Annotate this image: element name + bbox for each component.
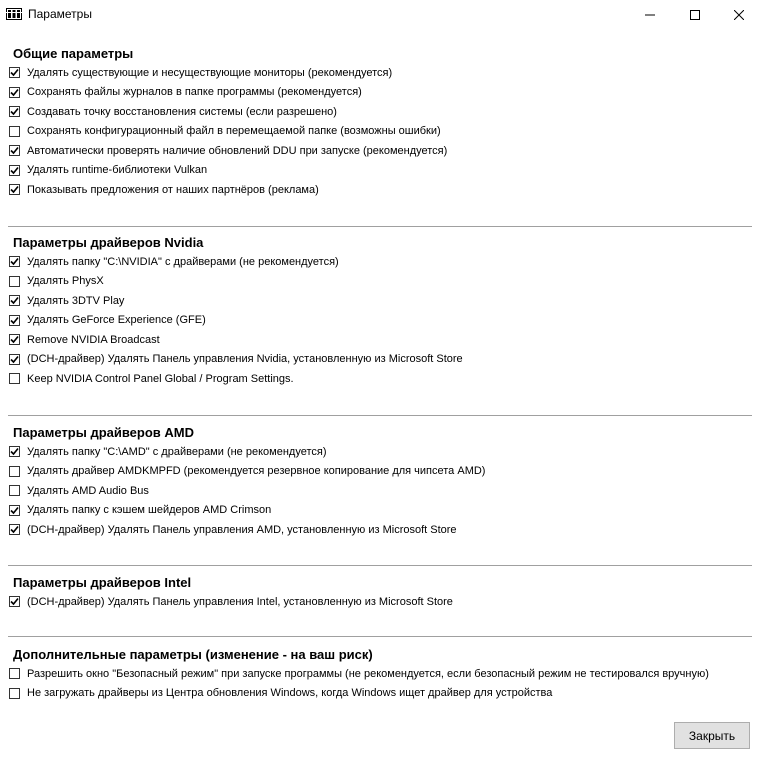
option-row[interactable] — [9, 520, 752, 540]
section-divider — [8, 415, 752, 416]
checkmark-icon — [10, 296, 19, 305]
section-general — [8, 45, 752, 200]
close-icon — [734, 10, 744, 20]
option-checkbox[interactable] — [9, 315, 20, 326]
option-checkbox[interactable] — [9, 67, 20, 78]
option-checkbox[interactable] — [9, 354, 20, 365]
option-row[interactable] — [9, 350, 752, 370]
option-label: Удалять 3DTV Play — [27, 294, 125, 307]
option-row[interactable] — [9, 161, 752, 181]
section-title: Дополнительные параметры (изменение - на ваш риск) — [13, 647, 373, 662]
section-title: Параметры драйверов Nvidia — [13, 235, 204, 250]
option-label: Удалять папку "C:\NVIDIA" с драйверами (не рекомендуется) — [27, 255, 339, 268]
option-row[interactable] — [9, 122, 752, 142]
checkmark-icon — [10, 447, 19, 456]
option-checkbox[interactable] — [9, 106, 20, 117]
checkmark-icon — [10, 506, 19, 515]
option-checkbox[interactable] — [9, 145, 20, 156]
option-label: Удалять runtime-библиотеки Vulkan — [27, 164, 208, 177]
section-nvidia — [8, 234, 752, 389]
maximize-icon — [690, 10, 700, 20]
option-row[interactable] — [9, 369, 752, 389]
option-row[interactable] — [9, 272, 752, 292]
section-intel — [8, 574, 752, 612]
option-checkbox[interactable] — [9, 446, 20, 457]
checkmark-icon — [10, 525, 19, 534]
option-label: Удалять драйвер AMDKMPFD (рекомендуется резервное копирование для чипсета AMD) — [27, 465, 486, 478]
option-checkbox[interactable] — [9, 165, 20, 176]
checkmark-icon — [10, 88, 19, 97]
app-icon — [6, 8, 22, 20]
section-advanced — [8, 646, 752, 703]
section-title: Параметры драйверов Intel — [13, 575, 192, 590]
option-checkbox[interactable] — [9, 524, 20, 535]
checkmark-icon — [10, 597, 19, 606]
option-label: Remove NVIDIA Broadcast — [27, 333, 160, 346]
option-label: Удалять GeForce Experience (GFE) — [27, 314, 206, 327]
option-checkbox[interactable] — [9, 295, 20, 306]
checkmark-icon — [10, 146, 19, 155]
option-label: Автоматически проверять наличие обновлений DDU при запуске (рекомендуется) — [27, 144, 448, 157]
option-label: (DCH-драйвер) Удалять Панель управления Nvidia, установленную из Microsoft Store — [27, 353, 463, 366]
option-row[interactable] — [9, 462, 752, 482]
option-checkbox[interactable] — [9, 276, 20, 287]
section-title: Общие параметры — [13, 46, 134, 61]
checkmark-icon — [10, 166, 19, 175]
window-title: Параметры — [28, 7, 92, 21]
option-label: Показывать предложения от наших партнёров (реклама) — [27, 183, 319, 196]
option-label: Удалять папку "C:\AMD" с драйверами (не рекомендуется) — [27, 445, 327, 458]
option-row[interactable] — [9, 180, 752, 200]
title-bar — [0, 0, 760, 30]
option-label: Удалять PhysX — [27, 275, 104, 288]
option-label: (DCH-драйвер) Удалять Панель управления Intel, установленную из Microsoft Store — [27, 595, 453, 608]
option-checkbox[interactable] — [9, 87, 20, 98]
option-label: Сохранять конфигурационный файл в перемещаемой папке (возможны ошибки) — [27, 125, 441, 138]
option-checkbox[interactable] — [9, 668, 20, 679]
checkmark-icon — [10, 107, 19, 116]
option-row[interactable] — [9, 684, 752, 704]
checkmark-icon — [10, 355, 19, 364]
option-checkbox[interactable] — [9, 505, 20, 516]
option-row[interactable] — [9, 330, 752, 350]
option-row[interactable] — [9, 501, 752, 521]
option-checkbox[interactable] — [9, 485, 20, 496]
checkmark-icon — [10, 68, 19, 77]
option-label: Удалять AMD Audio Bus — [27, 484, 149, 497]
option-row[interactable] — [9, 442, 752, 462]
option-row[interactable] — [9, 252, 752, 272]
checkmark-icon — [10, 257, 19, 266]
checkmark-icon — [10, 335, 19, 344]
option-checkbox[interactable] — [9, 184, 20, 195]
option-row[interactable] — [9, 63, 752, 83]
close-window-button[interactable] — [716, 0, 760, 30]
section-divider — [8, 565, 752, 566]
minimize-icon — [645, 10, 655, 20]
option-label: Удалять папку с кэшем шейдеров AMD Crimson — [27, 504, 272, 517]
option-checkbox[interactable] — [9, 596, 20, 607]
option-label: Разрешить окно "Безопасный режим" при запуске программы (не рекомендуется, если безопасный режим не тестировался вручную) — [27, 667, 709, 680]
option-row[interactable] — [9, 291, 752, 311]
section-divider — [8, 636, 752, 637]
section-amd — [8, 424, 752, 540]
minimize-button[interactable] — [627, 0, 673, 30]
checkmark-icon — [10, 185, 19, 194]
option-row[interactable] — [9, 83, 752, 103]
option-row[interactable] — [9, 592, 752, 612]
checkmark-icon — [10, 316, 19, 325]
option-checkbox[interactable] — [9, 466, 20, 477]
option-row[interactable] — [9, 102, 752, 122]
option-checkbox[interactable] — [9, 256, 20, 267]
section-title: Параметры драйверов AMD — [13, 425, 194, 440]
option-checkbox[interactable] — [9, 688, 20, 699]
option-checkbox[interactable] — [9, 126, 20, 137]
option-row[interactable] — [9, 481, 752, 501]
option-row[interactable] — [9, 664, 752, 684]
option-label: Удалять существующие и несуществующие мониторы (рекомендуется) — [27, 66, 393, 79]
option-checkbox[interactable] — [9, 373, 20, 384]
close-button[interactable]: Закрыть — [674, 722, 750, 749]
option-row[interactable] — [9, 311, 752, 331]
option-row[interactable] — [9, 141, 752, 161]
option-label: (DCH-драйвер) Удалять Панель управления AMD, установленную из Microsoft Store — [27, 523, 457, 536]
option-label: Keep NVIDIA Control Panel Global / Program Settings. — [27, 372, 294, 385]
option-label: Не загружать драйверы из Центра обновления Windows, когда Windows ищет драйвер для устройства — [27, 687, 553, 700]
maximize-button[interactable] — [672, 0, 718, 30]
option-checkbox[interactable] — [9, 334, 20, 345]
option-label: Сохранять файлы журналов в папке программы (рекомендуется) — [27, 86, 362, 99]
section-divider — [8, 226, 752, 227]
option-label: Создавать точку восстановления системы (если разрешено) — [27, 105, 337, 118]
